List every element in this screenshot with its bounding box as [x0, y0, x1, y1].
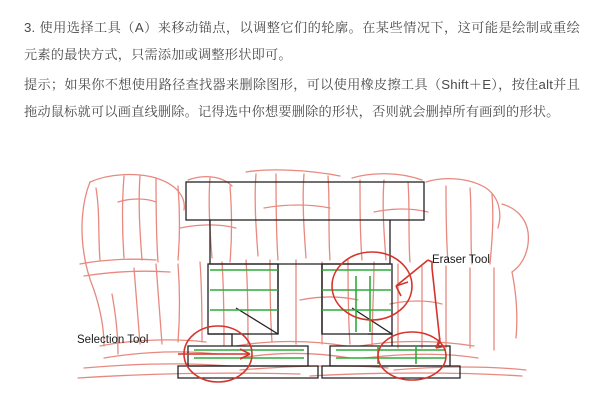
instruction-text-block: [24, 14, 580, 125]
annotation-arrow-eraser-lower: [432, 268, 440, 348]
figure-artwork: [60, 168, 540, 393]
highlighted-paths: [194, 270, 446, 364]
paragraph-tip: 提示；如果你不想使用路径查找器来删除图形，可以使用橡皮擦工具（Shift＋E），按住alt并且拖动鼠标就可以画直线删除。记得选中你想要删除的形状，否则就会删掉所有画到的形状。: [24, 77, 580, 119]
illustration-figure: [60, 168, 540, 393]
sketch-strokes: [78, 170, 528, 378]
paragraph-step-3: 3. 使用选择工具（A）来移动锚点，以调整它们的轮廓。在某些情况下，这可能是绘制或重绘元素的最快方式，只需添加或调整形状即可。: [24, 20, 580, 62]
label-eraser-tool: Eraser Tool: [432, 254, 490, 266]
vector-outlines: [178, 182, 460, 378]
label-selection-tool: Selection Tool: [77, 334, 149, 346]
annotation-marks: [178, 252, 446, 382]
